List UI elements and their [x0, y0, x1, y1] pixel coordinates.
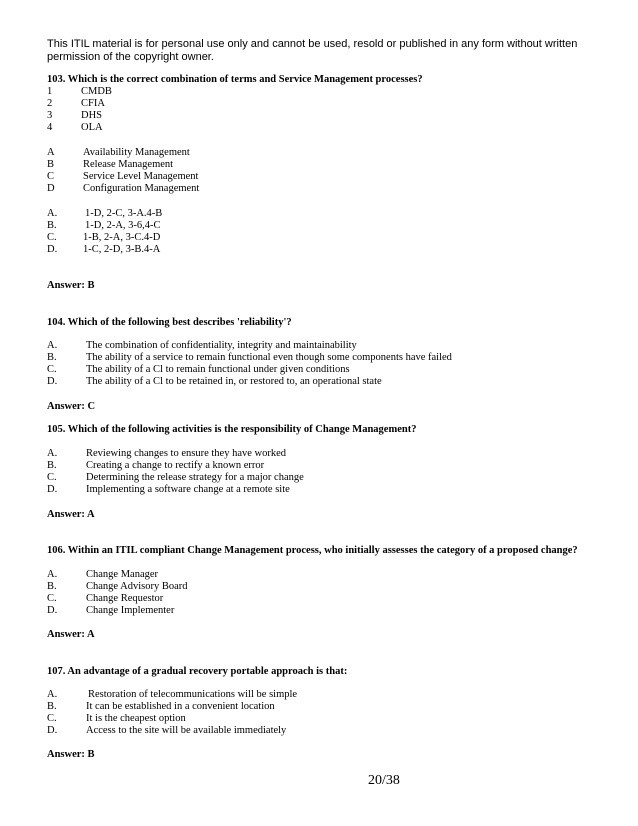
term-text: CMDB: [81, 86, 112, 97]
option-letter: B.: [47, 352, 57, 363]
term-text: CFIA: [81, 98, 105, 109]
process-letter: D: [47, 183, 55, 194]
option-text: Determining the release strategy for a major change: [86, 472, 304, 483]
page-number: 20/38: [368, 773, 400, 788]
option-text: 1-C, 2-D, 3-B.4-A: [83, 244, 161, 255]
question-105-text: 105. Which of the following activities is the responsibility of Change Management?: [47, 424, 417, 435]
copyright-notice: This ITIL material is for personal use only and cannot be used, resold or published in any form without written permission of the copyright owner.: [47, 38, 578, 63]
option-text: Change Implementer: [86, 605, 175, 616]
term-text: DHS: [81, 110, 103, 121]
option-text: 1-D, 2-C, 3-A.4-B: [85, 208, 163, 219]
option-letter: C.: [47, 593, 57, 604]
option-text: Restoration of telecommunications will be simple: [88, 689, 298, 700]
term-text: OLA: [81, 122, 103, 133]
option-text: The ability of a Cl to be retained in, or restored to, an operational state: [86, 376, 382, 387]
term-number: 2: [47, 98, 53, 109]
option-letter: C.: [47, 472, 57, 483]
process-letter: A: [47, 147, 55, 158]
question-106-text: 106. Within an ITIL compliant Change Management process, who initially assesses the category of a proposed change?: [47, 545, 578, 556]
term-number: 3: [47, 110, 53, 121]
answer-105: Answer: A: [47, 509, 95, 520]
term-number: 4: [47, 122, 53, 133]
option-text: 1-B, 2-A, 3-C.4-D: [83, 232, 161, 243]
answer-104: Answer: C: [47, 401, 96, 412]
process-text: Release Management: [83, 159, 174, 170]
option-letter: A.: [47, 689, 58, 700]
process-letter: B: [47, 159, 55, 170]
option-letter: D.: [47, 605, 58, 616]
option-text: Creating a change to rectify a known error: [86, 460, 265, 471]
option-letter: D.: [47, 244, 58, 255]
option-letter: B.: [47, 581, 57, 592]
option-letter: C.: [47, 232, 57, 243]
option-text: Implementing a software change at a remote site: [86, 484, 290, 495]
question-103-text: 103. Which is the correct combination of terms and Service Management processes?: [47, 74, 423, 85]
option-text: Change Advisory Board: [86, 581, 188, 592]
option-letter: D.: [47, 376, 58, 387]
process-text: Service Level Management: [83, 171, 199, 182]
option-text: 1-D, 2-A, 3-6,4-C: [85, 220, 161, 231]
option-letter: A.: [47, 448, 58, 459]
option-text: Change Manager: [86, 569, 159, 580]
option-letter: A.: [47, 208, 58, 219]
option-letter: B.: [47, 460, 57, 471]
term-number: 1: [47, 86, 53, 97]
question-104-text: 104. Which of the following best describes 'reliability'?: [47, 317, 292, 328]
process-text: Configuration Management: [83, 183, 200, 194]
option-letter: B.: [47, 220, 57, 231]
option-text: The ability of a service to remain functional even though some components have failed: [86, 352, 452, 363]
option-letter: D.: [47, 484, 58, 495]
option-text: Access to the site will be available immediately: [86, 725, 287, 736]
option-text: The ability of a Cl to remain functional under given conditions: [86, 364, 350, 375]
option-letter: C.: [47, 713, 57, 724]
option-letter: C.: [47, 364, 57, 375]
option-text: It is the cheapest option: [86, 713, 186, 724]
option-text: Change Requestor: [86, 593, 164, 604]
option-text: The combination of confidentiality, integrity and maintainability: [86, 340, 357, 351]
option-letter: A.: [47, 569, 58, 580]
answer-107: Answer: B: [47, 749, 95, 760]
answer-103: Answer: B: [47, 280, 95, 291]
option-letter: A.: [47, 340, 58, 351]
process-letter: C: [47, 171, 55, 182]
answer-106: Answer: A: [47, 629, 95, 640]
process-text: Availability Management: [83, 147, 190, 158]
question-107-text: 107. An advantage of a gradual recovery portable approach is that:: [47, 666, 348, 677]
option-letter: B.: [47, 701, 57, 712]
option-text: It can be established in a convenient location: [86, 701, 275, 712]
option-letter: D.: [47, 725, 58, 736]
option-text: Reviewing changes to ensure they have worked: [86, 448, 287, 459]
